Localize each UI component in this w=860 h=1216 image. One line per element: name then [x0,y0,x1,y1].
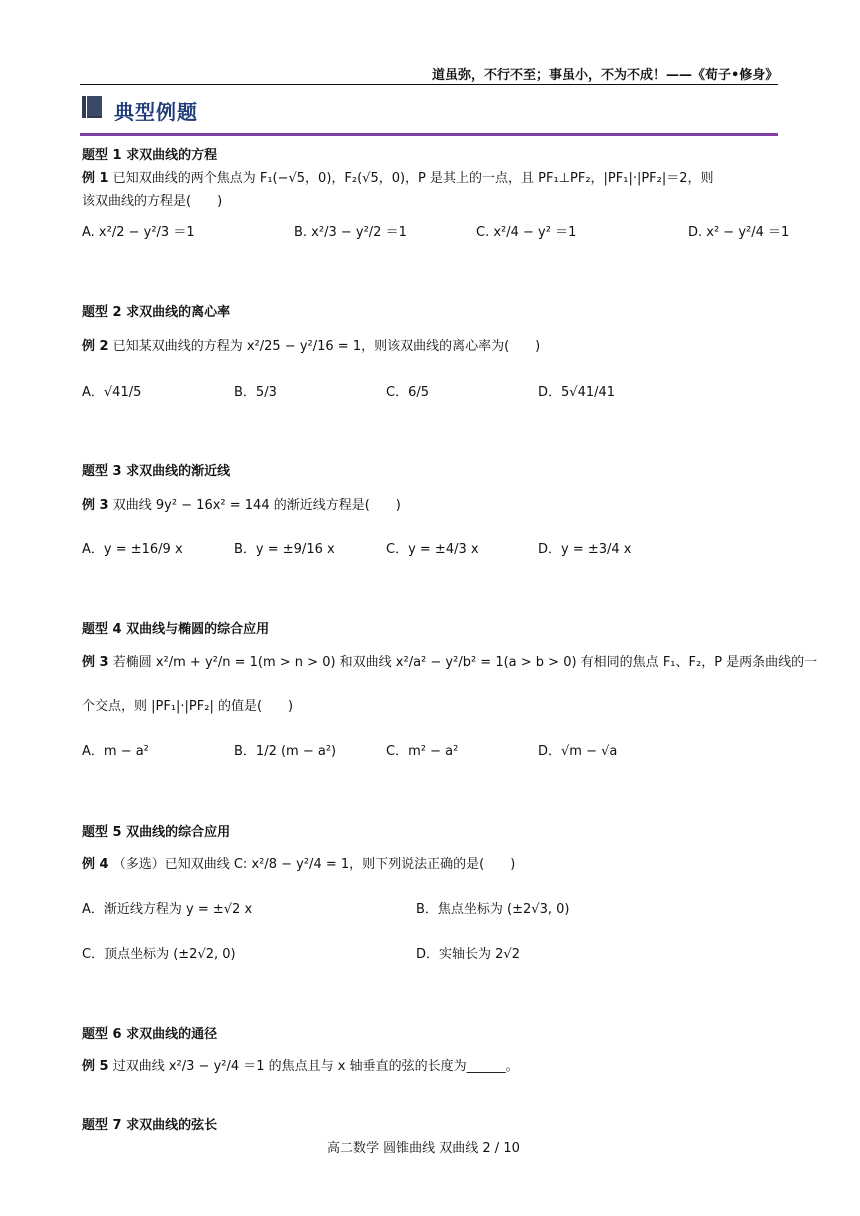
topic-title: 题型 5 双曲线的综合应用 [82,825,231,840]
example-label: 例 2 [82,339,109,354]
option-d[interactable]: D．5√41/41 [538,385,616,400]
header-quote: 道虽弥，不行不至；事虽小，不为不成！——《荀子•修身》 [432,68,779,83]
section-divider [80,133,778,136]
example-label: 例 5 [82,1059,109,1074]
example-stem [82,1055,519,1074]
topic-title: 题型 3 求双曲线的渐近线 [82,464,231,479]
book-icon [82,96,102,118]
option-d[interactable]: D．y = ±3/4 x [538,542,632,557]
option-b[interactable]: B．5/3 [234,385,277,400]
section-title: 典型例题 [114,100,198,124]
example-stem-text: 过双曲线 x²/3 − y²/4 ＝1 的焦点且与 x 轴垂直的弦的长度为______。 [112,1059,519,1074]
topic-title: 题型 4 双曲线与椭圆的综合应用 [82,622,270,637]
page-footer: 高二数学 圆锥曲线 双曲线 2 / 10 [327,1141,520,1156]
example-label: 例 4 [82,857,109,872]
option-b[interactable]: B．y = ±9/16 x [234,542,335,557]
example-stem [82,335,540,354]
example-stem-text: （多选）已知双曲线 C: x²/8 − y²/4 = 1，则下列说法正确的是( ) [112,857,516,872]
option-a[interactable]: A. x²/2 − y²/3 ＝1 [82,225,195,240]
option-d[interactable]: D. x² − y²/4 ＝1 [688,225,790,240]
example-stem [82,651,817,670]
topic-title: 题型 7 求双曲线的弦长 [82,1118,218,1133]
option-b[interactable]: B. x²/3 − y²/2 ＝1 [294,225,407,240]
example-stem [82,853,515,872]
option-a[interactable]: A．m − a² [82,744,149,759]
option-a[interactable]: A．y = ±16/9 x [82,542,183,557]
topic-title: 题型 1 求双曲线的方程 [82,148,218,163]
option-a[interactable]: A．渐近线方程为 y = ±√2 x [82,902,253,917]
option-c[interactable]: C．m² − a² [386,744,459,759]
option-c[interactable]: C．6/5 [386,385,429,400]
example-stem [82,167,714,186]
option-a[interactable]: A．√41/5 [82,385,142,400]
option-c[interactable]: C．y = ±4/3 x [386,542,479,557]
option-c[interactable]: C. x²/4 − y² ＝1 [476,225,577,240]
option-b[interactable]: B．焦点坐标为 (±2√3, 0) [416,902,570,917]
example-stem-text: 若椭圆 x²/m + y²/n = 1(m > n > 0) 和双曲线 x²/a² − y²/b² = 1(a > b > 0) 有相同的焦点 F₁、F₂，P 是两条曲线的一 [112,655,818,670]
example-stem-line2: 该双曲线的方程是( ) [82,194,223,209]
example-stem [82,494,401,513]
option-d[interactable]: D．实轴长为 2√2 [416,947,520,962]
example-label: 例 1 [82,171,109,186]
example-stem-line2: 个交点，则 |PF₁|·|PF₂| 的值是( ) [82,699,294,714]
option-c[interactable]: C．顶点坐标为 (±2√2, 0) [82,947,236,962]
topic-title: 题型 2 求双曲线的离心率 [82,305,231,320]
example-stem-text: 双曲线 9y² − 16x² = 144 的渐近线方程是( ) [112,498,401,513]
header-rule [80,84,778,85]
topic-title: 题型 6 求双曲线的通径 [82,1027,218,1042]
example-label: 例 3 [82,655,109,670]
example-stem-text: 已知某双曲线的方程为 x²/25 − y²/16 = 1，则该双曲线的离心率为( ) [112,339,541,354]
option-d[interactable]: D．√m − √a [538,744,618,759]
example-label: 例 3 [82,498,109,513]
option-b[interactable]: B．1/2 (m − a²) [234,744,337,759]
example-stem-text: 已知双曲线的两个焦点为 F₁(−√5，0)，F₂(√5，0)，P 是其上的一点，且 PF₁⊥PF₂，|PF₁|·|PF₂|＝2，则 [112,171,714,186]
